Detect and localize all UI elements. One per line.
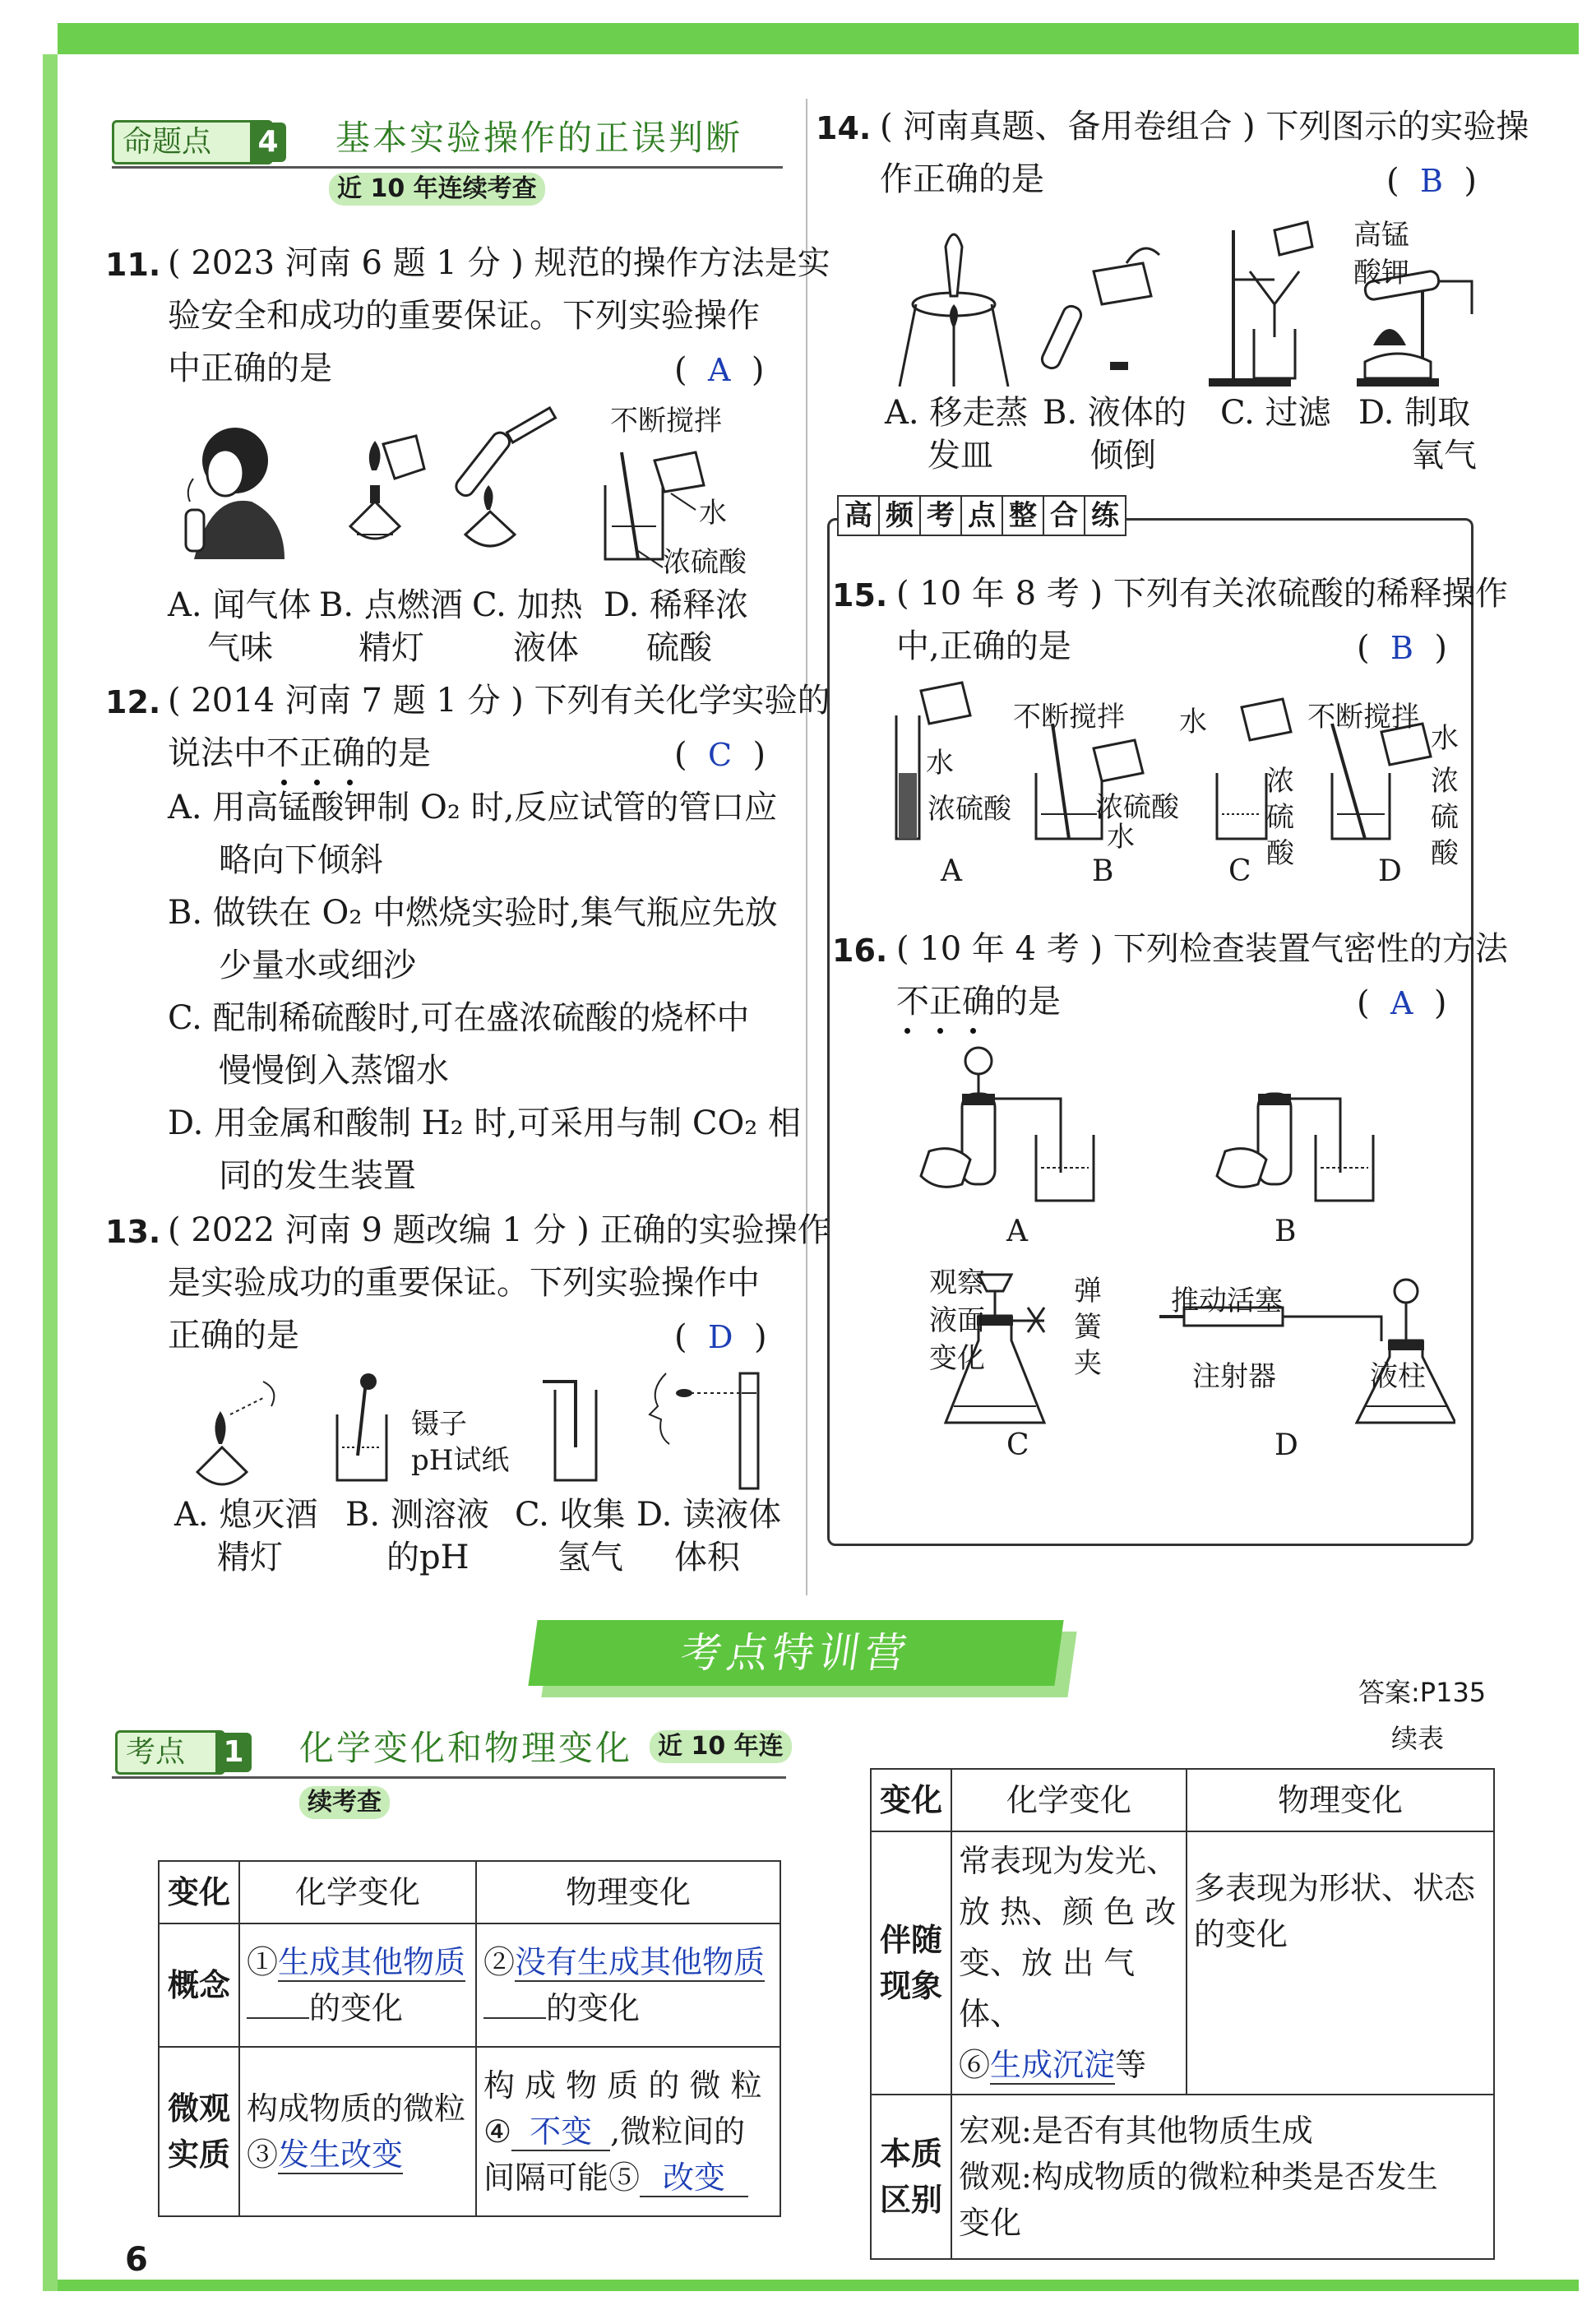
q16-label-observe-2: 液面 [929,1304,985,1337]
left-th-chem: 化学变化 [239,1861,476,1923]
q16-line1: ( 10 年 4 考 ) 下列检查装置气密性的方法 [896,930,1508,968]
q11-answer: A [708,352,731,388]
q16-number: 16. [832,933,888,969]
cell-text: 伴随 [879,1922,942,1958]
section-tag-num: 4 [250,123,286,162]
cell-text: 区别 [879,2182,942,2218]
q13-label-ph: pH试纸 [411,1444,510,1477]
right-row-phenomena-label [871,1831,951,2095]
q14-line2: 作正确的是 [880,160,1044,198]
q14-number: 14. [816,110,872,146]
q11-opt-c-2: 液体 [513,629,579,667]
q12-opt-d-1: D. 用金属和酸制 H₂ 时,可采用与制 CO₂ 相 [168,1104,801,1142]
q13-opt-b-1: B. 测溶液 [345,1496,489,1534]
q12-opt-c-2: 慢慢倒入蒸馏水 [219,1052,449,1090]
q15-number: 15. [832,577,888,613]
right-phenomena-phys [1187,1831,1494,2095]
right-row-essence [871,2095,1494,2259]
q15-label-d: D [1378,854,1402,888]
q15-a-label-water: 水 [926,747,954,780]
q16-label-d: D [1274,1428,1298,1462]
q15-answer: B [1390,630,1413,666]
fill-answer: 改变 [640,2160,748,2197]
practice-title-char: 考 [919,495,962,536]
left-row-micro-label [159,2047,239,2216]
q11-label-stir: 不断搅拌 [610,405,722,437]
q12-opt-a-1: A. 用高锰酸钾制 O₂ 时,反应试管的管口应 [168,789,778,826]
left-row-concept [159,1923,780,2047]
q13-answer-bracket: ( D ) [674,1318,767,1356]
q12-opt-d-2: 同的发生装置 [219,1157,416,1195]
q11-answer-bracket: ( A ) [674,351,765,389]
point-title: 化学变化和物理变化 [299,1728,633,1768]
cell-text: 实质 [167,2136,230,2173]
q16-label-push: 推动活塞 [1171,1285,1283,1317]
q13-line3: 正确的是 [168,1317,299,1354]
q16-answer: A [1390,985,1413,1021]
left-concept-phys [476,1923,780,2047]
left-micro-chem [239,2047,476,2216]
right-th-phys: 物理变化 [1187,1769,1494,1831]
q15-b-label-stir: 不断搅拌 [1013,701,1125,734]
left-micro-phys [476,2047,780,2216]
q11-b-figure [350,436,424,539]
q15-label-a: A [941,854,962,888]
q15-line2: 中,正确的是 [896,627,1071,665]
cell-text: 变、放 出 气 体、 [959,1945,1136,2032]
q15-a-label-acid: 浓硫酸 [928,793,1011,826]
cell-text: 的变化 [546,1990,641,2026]
right-table [870,1768,1495,2260]
q14-label-kmno4-2: 酸钾 [1353,257,1409,289]
q13-d-figure [650,1373,758,1488]
left-th-phys: 物理变化 [476,1861,780,1923]
q11-number: 11. [105,247,161,283]
q12-line1: ( 2014 河南 7 题 1 分 ) 下列有关化学实验的 [168,682,830,720]
cell-text: 构 成 物 质 的 微 粒 [483,2067,762,2104]
q15-d-label-stir: 不断搅拌 [1307,701,1419,734]
emphasis-dot [937,1028,943,1034]
q13-line2: 是实验成功的重要保证。下列实验操作中 [168,1264,760,1302]
circle-num: ① [247,1944,279,1980]
q14-opt-c-1: C. 过滤 [1220,394,1331,432]
q16-label-observe-3: 变化 [929,1342,985,1375]
right-row-phenomena [871,1831,1494,2095]
q15-c-label-acid-2: 硫 [1266,801,1294,834]
q12-opt-b-2: 少量水或细沙 [219,947,416,984]
q15-d-label-acid-1: 浓 [1431,765,1459,798]
q15-c-label-water: 水 [1179,706,1207,738]
column-divider [806,99,807,1595]
point-subtag-a: 近 10 年连 [650,1730,792,1763]
emphasis-dot [904,1028,910,1034]
q11-opt-a-2: 气味 [207,629,273,667]
q12-answer: C [708,737,733,773]
q11-a-figure [186,428,285,559]
q13-opt-c-1: C. 收集 [515,1496,626,1534]
circle-num: ② [483,1944,516,1980]
left-th-change: 变化 [159,1861,239,1923]
q11-opt-b-2: 精灯 [359,629,424,667]
q11-line3: 中正确的是 [168,350,332,387]
practice-title-char: 合 [1043,495,1085,536]
q16-label-b: B [1274,1215,1297,1248]
q12-opt-b-1: B. 做铁在 O₂ 中燃烧实验时,集气瓶应先放 [168,894,778,932]
practice-title-char: 整 [1002,495,1044,536]
left-row-micro [159,2047,780,2216]
fill-answer: 生成沉淀 [990,2047,1116,2083]
practice-title-char: 频 [878,495,921,536]
q15-line1: ( 10 年 8 考 ) 下列有关浓硫酸的稀释操作 [896,575,1508,613]
q12-opt-a-2: 略向下倾斜 [219,841,383,879]
q15-answer-bracket: ( B ) [1357,629,1448,667]
right-phenomena-chem [951,1831,1187,2095]
q14-c-figure [1209,222,1312,387]
point-tag-num: 1 [215,1733,252,1772]
right-table-header-row [871,1769,1494,1831]
q12-opt-c-1: C. 配制稀硫酸时,可在盛浓硫酸的烧杯中 [168,999,750,1037]
q15-label-b: B [1092,854,1114,888]
q15-d-label-water: 水 [1431,722,1459,755]
cell-text: 间隔可能⑤ [483,2160,641,2196]
left-table [158,1860,781,2217]
fill-answer: 生成其他物质 [278,1944,466,1980]
right-row-essence-label [871,2095,951,2259]
q13-opt-b-2: 的pH [386,1539,470,1576]
cell-text: 现象 [879,1968,942,2004]
q13-label-tweezers: 镊子 [411,1408,467,1441]
section-title: 基本实验操作的正误判断 [335,118,743,158]
q13-c-figure [543,1382,596,1480]
q13-number: 13. [105,1214,161,1250]
q11-line1: ( 2023 河南 6 题 1 分 ) 规范的操作方法是实 [168,244,830,282]
q11-opt-d-2: 硫酸 [646,629,712,667]
q14-opt-d-2: 氧气 [1411,437,1477,474]
q13-answer: D [708,1319,733,1355]
q11-c-figure [453,408,556,546]
q15-d-figure [1332,724,1431,839]
cell-text: 本质 [879,2136,942,2172]
q13-opt-a-2: 精灯 [217,1539,283,1576]
q12-answer-bracket: ( C ) [674,736,766,774]
cell-text: 宏观:是否有其他物质生成 [959,2113,1313,2149]
q16-label-c: C [1006,1428,1029,1462]
circle-num: ③ [247,2136,279,2173]
q14-opt-b-1: B. 液体的 [1043,394,1187,432]
q14-opt-a-1: A. 移走蒸 [885,394,1029,432]
q12-line2: 说法中不正确的是 [168,734,431,772]
q16-label-column: 液柱 [1370,1360,1426,1393]
answer-reference: 答案:P135 [1358,1677,1487,1708]
top-green-bar [58,23,1579,54]
q13-opt-a-1: A. 熄灭酒 [174,1496,318,1534]
fill-answer: 不变 [511,2113,610,2151]
q14-opt-a-2: 发皿 [928,437,993,474]
q15-d-label-acid-2: 硫 [1431,801,1459,834]
cell-text: ,微粒间的 [610,2113,746,2150]
right-th-chem: 化学变化 [951,1769,1187,1831]
q15-d-label-acid-3: 酸 [1431,837,1459,870]
q15-b-label-acid: 浓硫酸 [1095,791,1179,824]
q16-label-clip-1: 弹 [1074,1275,1102,1308]
top-band [0,0,1596,54]
q16-a-figure [921,1048,1094,1201]
cell-text: 的变化 [1194,1916,1288,1952]
cell-text: 等 [1115,2047,1147,2083]
cell-text: 放 热、颜 色 改 [959,1894,1177,1930]
q12-number: 12. [105,684,161,720]
q14-a-figure [900,234,1008,387]
section-rule [112,166,783,169]
cell-text: 常表现为发光、 [959,1843,1178,1879]
q14-b-figure [1039,248,1159,371]
q11-label-acid: 浓硫酸 [663,546,747,579]
camp-banner: 考点特训营 [528,1620,1063,1686]
section-tag [112,120,273,164]
left-concept-chem [239,1923,476,2047]
q16-label-observe-1: 观察 [929,1266,985,1299]
q16-line2: 不正确的是 [896,983,1061,1021]
right-essence-content [951,2095,1494,2259]
q14-answer: B [1420,163,1443,199]
right-th-change: 变化 [871,1769,951,1831]
q16-label-syringe: 注射器 [1192,1360,1276,1393]
point-tag-label: 考点 [126,1735,186,1769]
q11-opt-d-1: D. 稀释浓 [604,586,749,624]
q13-line1: ( 2022 河南 9 题改编 1 分 ) 正确的实验操作 [168,1211,830,1249]
circle-num: ④ [483,2113,512,2150]
q16-b-figure [1217,1094,1373,1201]
left-row-concept-label: 概念 [159,1923,239,2047]
point-rule [112,1776,786,1779]
point-subtag-b: 续考查 [299,1786,390,1819]
q15-c-label-acid-1: 浓 [1266,765,1294,798]
q16-answer-bracket: ( A ) [1357,984,1447,1022]
page-number: 6 [125,2241,148,2279]
q16-label-clip-2: 簧 [1074,1311,1102,1344]
q11-opt-a-1: A. 闻气体 [168,586,312,624]
bottom-green-bar [58,2280,1579,2291]
q15-c-label-acid-3: 酸 [1266,837,1294,870]
q14-label-kmno4-1: 高锰 [1353,219,1409,252]
fill-answer: 发生改变 [278,2136,404,2173]
cell-text: 的变化 [309,1990,404,2026]
q15-label-c: C [1228,854,1251,888]
q14-opt-d-1: D. 制取 [1358,394,1471,432]
q16-label-clip-3: 夹 [1074,1347,1102,1380]
practice-title-char: 点 [960,495,1003,536]
q14-answer-bracket: ( B ) [1386,162,1478,200]
practice-title-char: 练 [1084,495,1126,536]
point-tag [115,1730,225,1775]
emphasis-dot [970,1028,976,1034]
section-tag-label: 命题点 [123,125,212,159]
q11-label-water: 水 [699,497,727,530]
q13-b-figure [337,1373,386,1480]
fill-answer: 没有生成其他物质 [515,1944,766,1980]
section-subtag: 近 10 年连续考查 [329,173,545,206]
cell-text: 多表现为形状、状态 [1194,1870,1476,1906]
q16-label-a: A [1006,1215,1028,1248]
practice-title [837,495,1125,536]
blank-line [483,2017,546,2019]
q11-opt-b-1: B. 点燃酒 [319,586,463,624]
left-table-header-row [159,1861,780,1923]
cell-text: 微观:构成物质的微粒种类是否发生 [959,2159,1438,2195]
blank-line [247,2017,309,2019]
q14-opt-b-2: 倾倒 [1090,437,1156,474]
q11-line2: 验安全和成功的重要保证。下列实验操作 [168,297,760,335]
circle-num: ⑥ [959,2047,991,2083]
q13-opt-d-1: D. 读液体 [636,1496,782,1534]
left-green-strip [43,54,58,2291]
continued-label: 续表 [1391,1723,1445,1754]
q13-a-figure [197,1382,274,1484]
q15-b-label-water: 水 [1107,821,1135,854]
cell-text: 变化 [959,2205,1022,2241]
q13-opt-c-2: 氢气 [557,1539,623,1576]
q13-opt-d-2: 体积 [674,1539,740,1576]
q11-opt-c-1: C. 加热 [472,586,583,624]
cell-text: 构成物质的微粒 [247,2090,466,2127]
q14-line1: ( 河南真题、备用卷组合 ) 下列图示的实验操 [880,108,1529,146]
practice-title-char: 高 [837,495,880,536]
cell-text: 微观 [167,2090,230,2127]
